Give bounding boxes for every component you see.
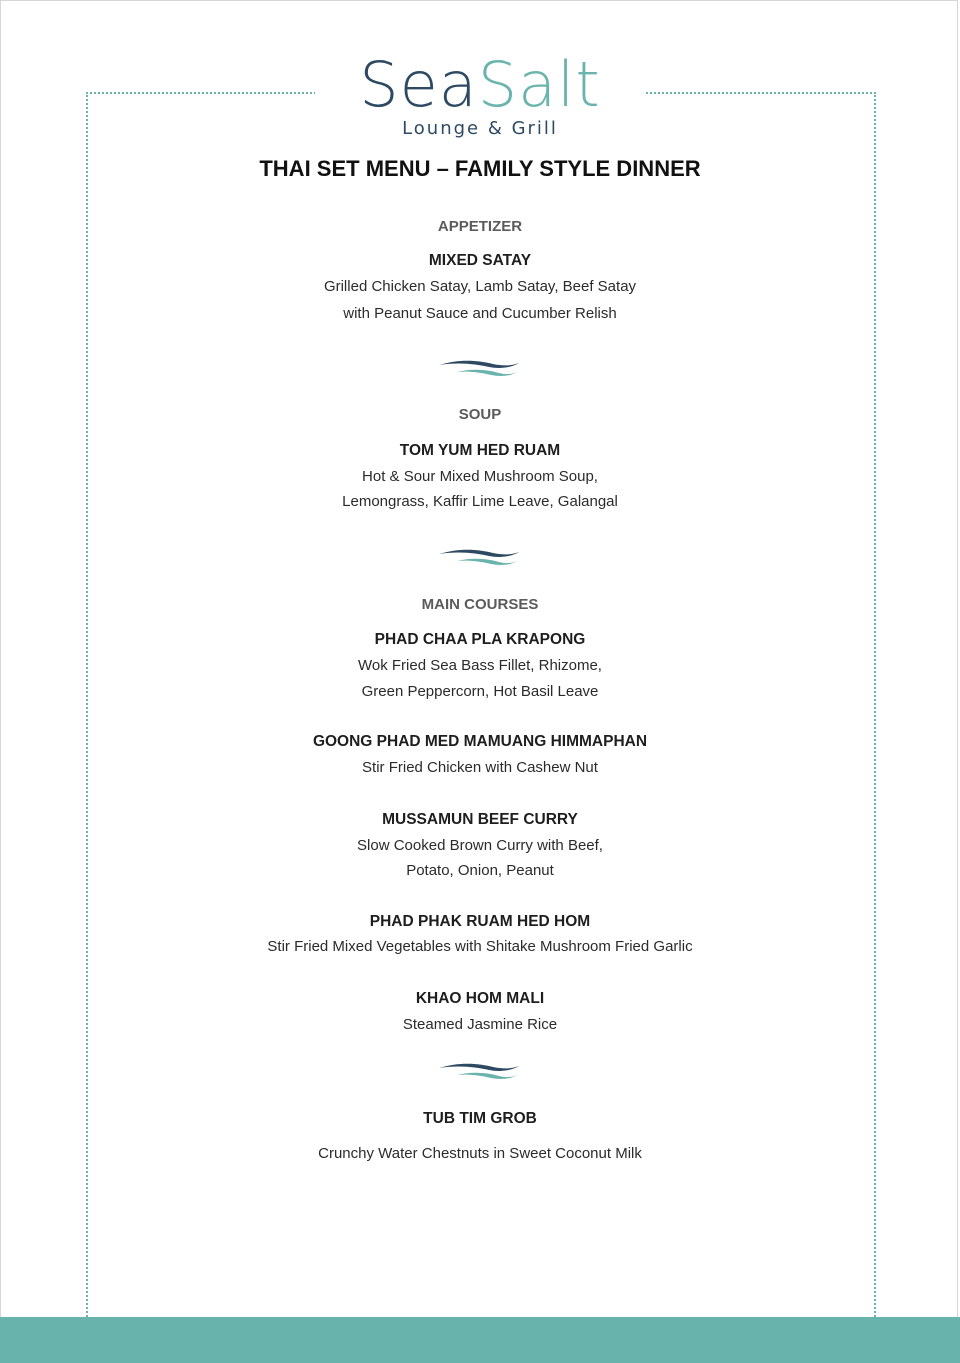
dish-desc-line: Crunchy Water Chestnuts in Sweet Coconut Milk [318, 1145, 642, 1162]
section-soup-heading: SOUP [458, 406, 502, 423]
dotted-frame [86, 92, 876, 1317]
dish-mixed-satay: MIXED SATAY [428, 252, 532, 269]
dish-mussamun-curry: MUSSAMUN BEEF CURRY [382, 811, 578, 828]
dish-phad-phak: PHAD PHAK RUAM HED HOM [369, 913, 591, 930]
dish-khao-hom-mali: KHAO HOM MALI [415, 990, 545, 1007]
dish-desc-line: Potato, Onion, Peanut [406, 862, 554, 879]
dish-desc-line: Stir Fried Chicken with Cashew Nut [362, 759, 598, 776]
dish-tom-yum: TOM YUM HED RUAM [399, 442, 561, 459]
section-main-courses-heading: MAIN COURSES [421, 596, 539, 613]
dish-desc-line: Wok Fried Sea Bass Fillet, Rhizome, [358, 657, 602, 674]
dish-desc-line: Steamed Jasmine Rice [402, 1016, 558, 1033]
dish-phad-chaa: PHAD CHAA PLA KRAPONG [374, 631, 586, 648]
seasalt-logo [330, 50, 630, 142]
logo-sea-text: Sea [359, 48, 478, 121]
dish-tub-tim-grob: TUB TIM GROB [423, 1110, 537, 1127]
wave-divider-icon [437, 545, 521, 567]
footer-bar [0, 1317, 960, 1363]
wave-divider-icon [437, 356, 521, 378]
logo-salt-text: Salt [477, 48, 601, 121]
menu-title: THAI SET MENU – FAMILY STYLE DINNER [259, 156, 701, 181]
logo-tagline: Lounge & Grill [402, 118, 558, 139]
section-appetizer-heading: APPETIZER [437, 218, 523, 235]
dish-goong-phad: GOONG PHAD MED MAMUANG HIMMAPHAN [312, 733, 648, 750]
dish-desc-line: Green Peppercorn, Hot Basil Leave [361, 683, 599, 700]
dish-desc-line: Slow Cooked Brown Curry with Beef, [357, 837, 603, 854]
dish-desc-line: Hot & Sour Mixed Mushroom Soup, [362, 468, 598, 485]
dish-desc-line: Lemongrass, Kaffir Lime Leave, Galangal [342, 493, 618, 510]
dish-desc-line: with Peanut Sauce and Cucumber Relish [343, 305, 617, 322]
wave-divider-icon [437, 1059, 521, 1081]
logo-wordmark [330, 50, 630, 120]
dish-desc-line: Stir Fried Mixed Vegetables with Shitake Mushroom Fried Garlic [267, 938, 693, 955]
dish-desc-line: Grilled Chicken Satay, Lamb Satay, Beef Satay [323, 278, 637, 295]
